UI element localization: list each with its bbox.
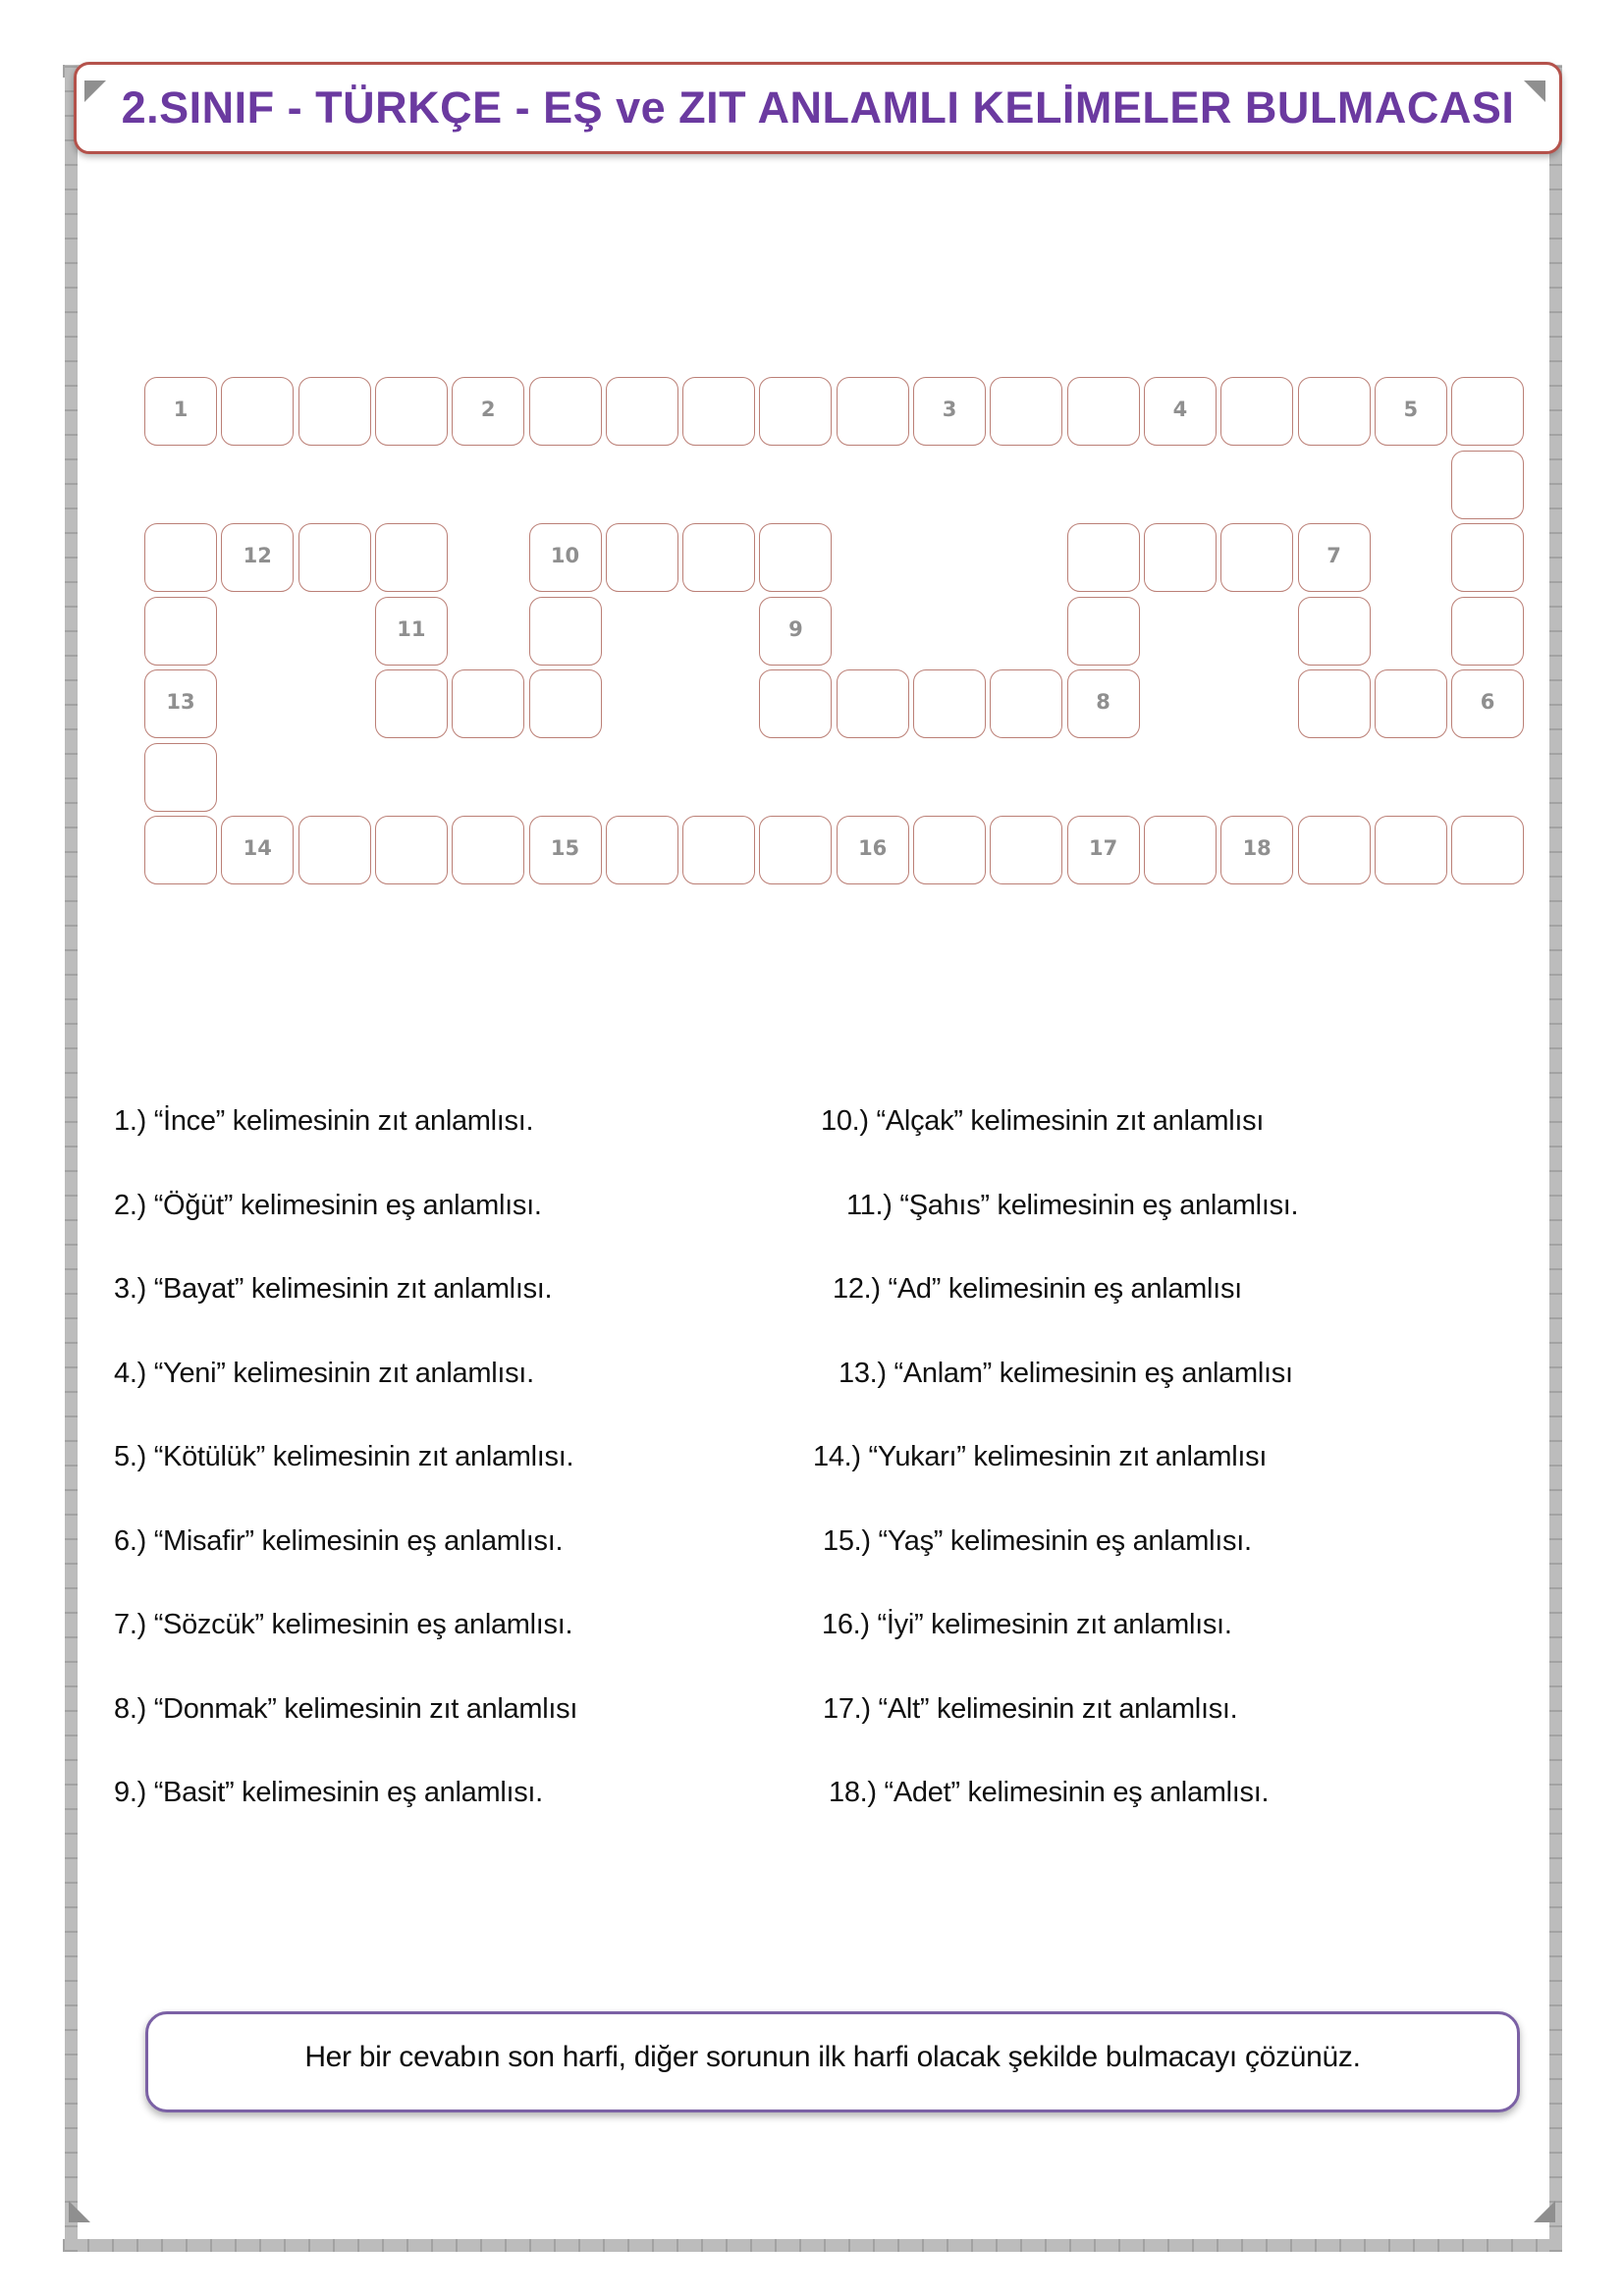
clue-item: 4.) “Yeni” kelimesinin zıt anlamlısı.	[114, 1357, 534, 1389]
grid-cell[interactable]	[837, 377, 909, 446]
grid-cell-4[interactable]	[1144, 377, 1217, 446]
grid-cell[interactable]	[682, 377, 755, 446]
grid-cell[interactable]	[606, 523, 678, 592]
clue-item: 12.) “Ad” kelimesinin eş anlamlısı	[833, 1273, 1242, 1306]
grid-cell-number: 12	[243, 544, 272, 567]
grid-cell[interactable]	[837, 669, 909, 738]
grid-cell[interactable]	[990, 377, 1062, 446]
grid-cell[interactable]	[1144, 816, 1217, 884]
grid-cell[interactable]	[298, 523, 371, 592]
grid-cell[interactable]	[759, 669, 832, 738]
grid-cell[interactable]	[606, 816, 678, 884]
page-title: 2.SINIF - TÜRKÇE - EŞ ve ZIT ANLAMLI KELİMELER BULMACASI	[121, 82, 1515, 133]
grid-cell[interactable]	[375, 816, 448, 884]
grid-cell[interactable]	[1298, 597, 1371, 666]
clue-item: 9.) “Basit” kelimesinin eş anlamlısı.	[114, 1777, 543, 1809]
frame-band-left	[65, 65, 78, 2252]
clue-item: 16.) “İyi” kelimesinin zıt anlamlısı.	[822, 1609, 1232, 1641]
grid-cell[interactable]	[298, 377, 371, 446]
grid-cell-number: 14	[243, 836, 272, 860]
grid-cell[interactable]	[1144, 523, 1217, 592]
grid-cell[interactable]	[452, 816, 524, 884]
instruction-box	[145, 2011, 1520, 2112]
grid-cell-number: 6	[1480, 690, 1495, 714]
grid-cell-16[interactable]	[837, 816, 909, 884]
grid-cell[interactable]	[1451, 451, 1524, 519]
page-corner-mark-icon	[1534, 2201, 1555, 2222]
frame-band-right	[1549, 65, 1562, 2252]
grid-cell-15[interactable]	[529, 816, 602, 884]
clue-item: 3.) “Bayat” kelimesinin zıt anlamlısı.	[114, 1273, 553, 1306]
grid-cell[interactable]	[144, 523, 217, 592]
grid-cell[interactable]	[913, 816, 986, 884]
grid-cell[interactable]	[913, 669, 986, 738]
grid-cell[interactable]	[1220, 377, 1293, 446]
clue-list-left	[114, 1080, 577, 1836]
grid-cell-6[interactable]	[1451, 669, 1524, 738]
grid-cell[interactable]	[990, 816, 1062, 884]
grid-cell[interactable]	[375, 377, 448, 446]
grid-cell-number: 5	[1403, 398, 1419, 421]
grid-cell-2[interactable]	[452, 377, 524, 446]
clue-item: 17.) “Alt” kelimesinin zıt anlamlısı.	[823, 1692, 1238, 1725]
grid-cell-5[interactable]	[1375, 377, 1447, 446]
clue-item: 11.) “Şahıs” kelimesinin eş anlamlısı.	[846, 1189, 1299, 1221]
grid-cell[interactable]	[1298, 816, 1371, 884]
grid-cell[interactable]	[144, 816, 217, 884]
grid-cell[interactable]	[375, 523, 448, 592]
grid-cell[interactable]	[529, 377, 602, 446]
grid-cell-number: 8	[1096, 690, 1110, 714]
grid-cell[interactable]	[1067, 377, 1140, 446]
grid-cell-8[interactable]	[1067, 669, 1140, 738]
grid-cell[interactable]	[1298, 377, 1371, 446]
grid-cell[interactable]	[1298, 669, 1371, 738]
grid-cell-number: 10	[550, 544, 580, 567]
clue-item: 10.) “Alçak” kelimesinin zıt anlamlısı	[821, 1105, 1265, 1138]
grid-cell-9[interactable]	[759, 597, 832, 666]
grid-cell[interactable]	[759, 523, 832, 592]
title-banner	[74, 62, 1562, 154]
grid-cell[interactable]	[1451, 597, 1524, 666]
frame-band-bottom	[63, 2239, 1562, 2252]
grid-cell-number: 15	[550, 836, 580, 860]
grid-cell[interactable]	[221, 377, 294, 446]
grid-cell[interactable]	[1067, 597, 1140, 666]
clue-item: 2.) “Öğüt” kelimesinin eş anlamlısı.	[114, 1189, 542, 1221]
grid-cell-1[interactable]	[144, 377, 217, 446]
grid-cell[interactable]	[1451, 523, 1524, 592]
clue-item: 8.) “Donmak” kelimesinin zıt anlamlısı	[114, 1692, 578, 1725]
grid-cell-number: 4	[1172, 398, 1188, 421]
grid-cell-13[interactable]	[144, 669, 217, 738]
grid-cell-11[interactable]	[375, 597, 448, 666]
grid-cell[interactable]	[375, 669, 448, 738]
grid-cell-number: 2	[480, 398, 496, 421]
grid-cell-number: 11	[397, 616, 426, 641]
grid-cell-17[interactable]	[1067, 816, 1140, 884]
clue-item: 13.) “Anlam” kelimesinin eş anlamlısı	[839, 1357, 1293, 1389]
grid-cell[interactable]	[1220, 523, 1293, 592]
grid-cell[interactable]	[759, 377, 832, 446]
grid-cell-number: 18	[1242, 836, 1272, 860]
grid-cell-14[interactable]	[221, 816, 294, 884]
clue-item: 1.) “İnce” kelimesinin zıt anlamlısı.	[114, 1105, 534, 1138]
grid-cell[interactable]	[682, 523, 755, 592]
clue-list-right	[813, 1080, 1298, 1836]
grid-cell[interactable]	[606, 377, 678, 446]
grid-cell-number: 7	[1326, 544, 1341, 567]
grid-cell-number: 1	[173, 398, 189, 421]
grid-cell[interactable]	[1375, 669, 1447, 738]
clue-item: 18.) “Adet” kelimesinin eş anlamlısı.	[829, 1777, 1270, 1809]
grid-cell-number: 3	[942, 398, 957, 421]
grid-cell-7[interactable]	[1298, 523, 1371, 592]
grid-cell[interactable]	[682, 816, 755, 884]
grid-cell-number: 9	[788, 616, 803, 641]
grid-cell-number: 17	[1088, 836, 1118, 860]
clue-item: 15.) “Yaş” kelimesinin eş anlamlısı.	[823, 1524, 1252, 1557]
grid-cell[interactable]	[1067, 523, 1140, 592]
grid-cell[interactable]	[452, 669, 524, 738]
grid-cell-12[interactable]	[221, 523, 294, 592]
grid-cell[interactable]	[144, 597, 217, 666]
grid-cell-18[interactable]	[1220, 816, 1293, 884]
grid-cell-number: 16	[858, 836, 888, 860]
grid-cell[interactable]	[144, 743, 217, 812]
clue-item: 5.) “Kötülük” kelimesinin zıt anlamlısı.	[114, 1441, 574, 1473]
grid-cell-3[interactable]	[913, 377, 986, 446]
grid-cell[interactable]	[298, 816, 371, 884]
grid-cell[interactable]	[990, 669, 1062, 738]
grid-cell[interactable]	[1451, 377, 1524, 446]
page-corner-mark-icon	[69, 2201, 90, 2222]
grid-cell[interactable]	[1375, 816, 1447, 884]
grid-cell[interactable]	[529, 597, 602, 666]
grid-cell[interactable]	[529, 669, 602, 738]
instruction-text: Her bir cevabın son harfi, diğer sorunun ilk harfi olacak şekilde bulmacayı çözünüz.	[304, 2040, 1361, 2073]
clue-item: 6.) “Misafir” kelimesinin eş anlamlısı.	[114, 1524, 564, 1557]
grid-cell-10[interactable]	[529, 523, 602, 592]
grid-cell[interactable]	[1451, 816, 1524, 884]
clue-item: 7.) “Sözcük” kelimesinin eş anlamlısı.	[114, 1609, 573, 1641]
grid-cell-number: 13	[166, 690, 195, 714]
grid-cell[interactable]	[759, 816, 832, 884]
clue-item: 14.) “Yukarı” kelimesinin zıt anlamlısı	[813, 1441, 1268, 1473]
